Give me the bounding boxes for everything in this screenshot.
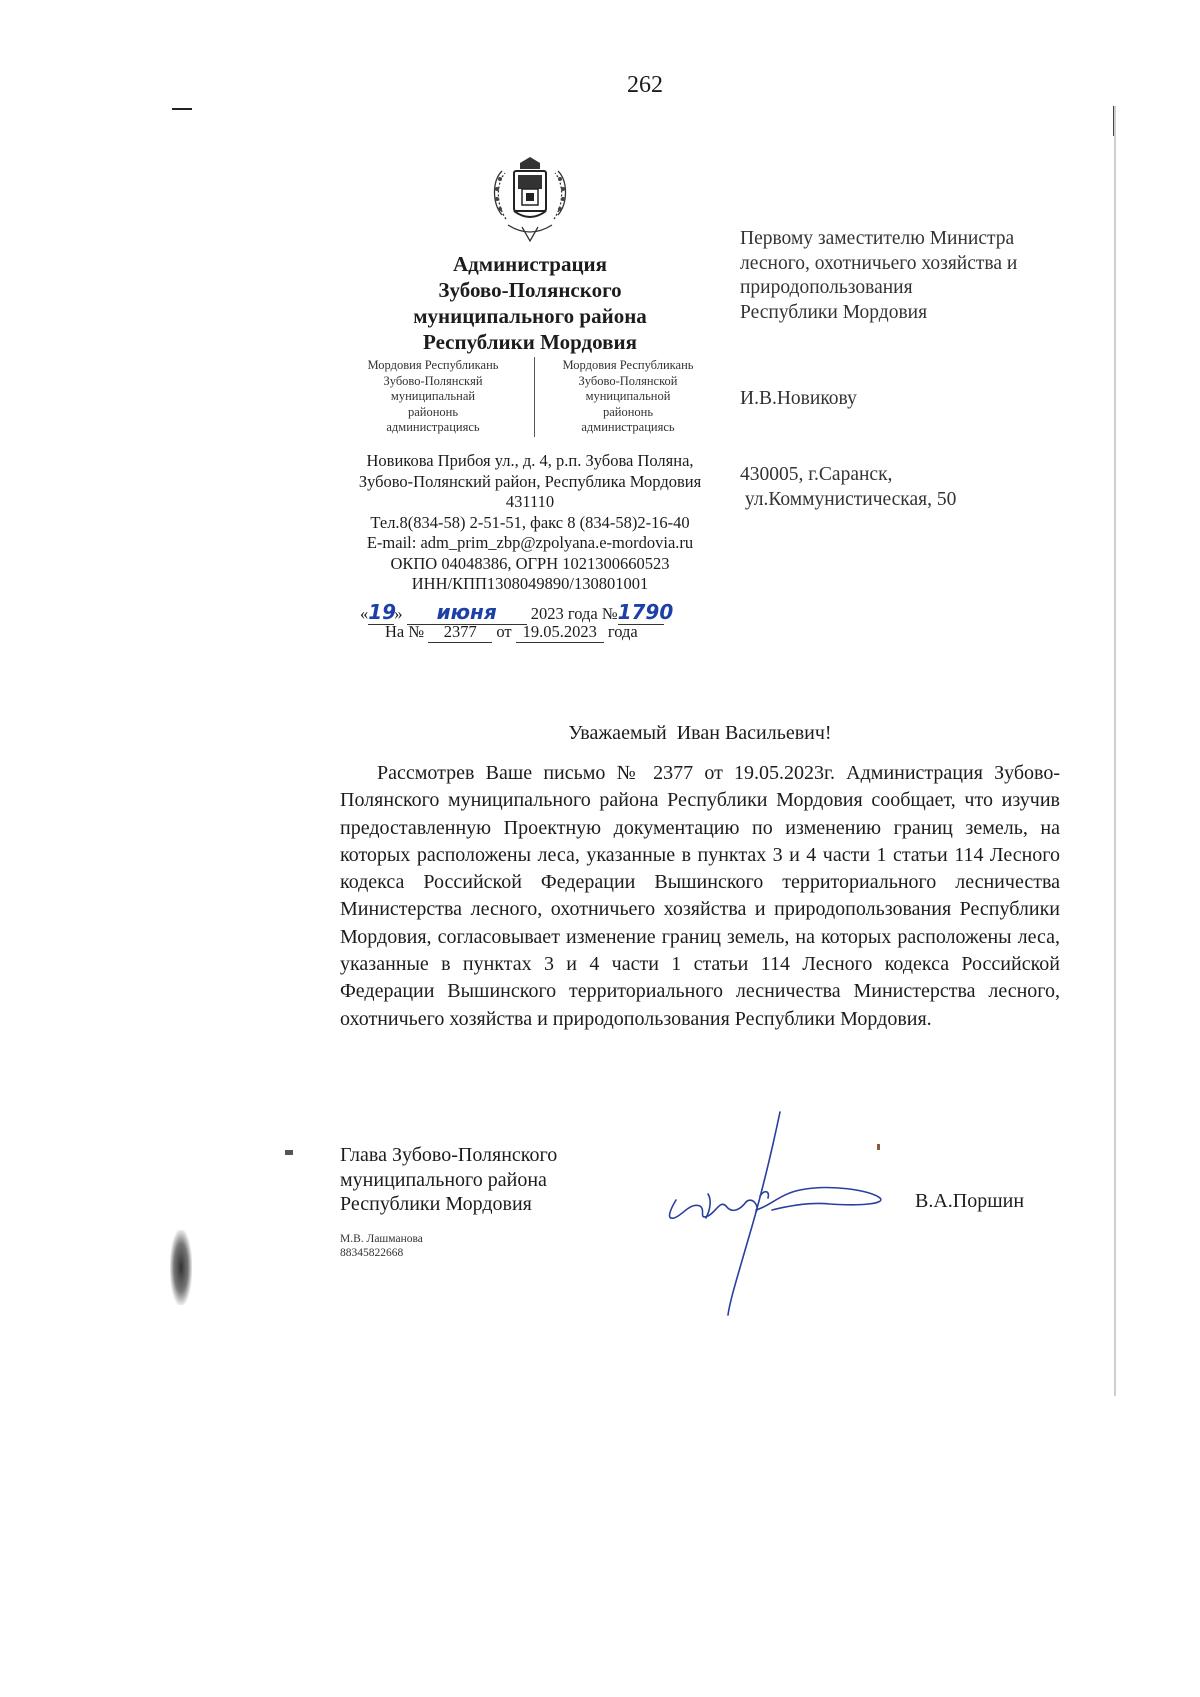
coat-of-arms-emblem — [488, 155, 572, 247]
outgoing-number: 1790 — [617, 600, 674, 624]
sender-org-name — [360, 251, 700, 355]
sender-okpo-ogrn: ОКПО 04048386, ОГРН 1021300660523 — [390, 553, 670, 573]
executor-name: М.В. Лашманова — [340, 1233, 423, 1245]
moksha-line: администрациясь — [386, 420, 480, 435]
scan-edge — [1114, 106, 1116, 1396]
page-number: 262 — [627, 72, 663, 98]
sender-address-line: Новикова Прибоя ул., д. 4, р.п. Зубова Поляна, — [366, 451, 694, 470]
outgoing-date-line: «19» июня 2023 года №1790 — [360, 600, 674, 624]
sender-phone: Тел.8(834-58) 2-51-51, факс 8 (834-58)2-16-40 — [370, 512, 690, 532]
recipient-address — [740, 463, 956, 512]
outgoing-day: 19 — [368, 600, 397, 624]
moksha-line: Зубово-Полянской — [578, 373, 678, 388]
recipient-address-line: 430005, г.Саранск, — [740, 464, 893, 485]
sender-email: E-mail: adm_prim_zbp@zpolyana.e-mordovia.ru — [366, 533, 694, 552]
sender-postal-code: 431110 — [505, 492, 555, 511]
recipient-position-line: лесного, охотничьего хозяйства и — [740, 252, 1018, 274]
signatory-name: В.А.Поршин — [915, 1190, 1025, 1212]
scan-smudge — [170, 1230, 192, 1305]
sender-address-block — [330, 451, 730, 595]
letter-body: Рассмотрев Ваше письмо № 2377 от 19.05.2023г. Администрация Зубово-Полянского муниципального района Республики Мордовия сообщает, что изучив предоставленную Проектную документацию по изменению границ земель, на которых расположены леса, указанные в пунктах 3 и 4 части 1 статьи 114 Лесного кодекса Российской Федерации Вышинского территориального лесничества Министерства лесного, охотничьего хозяйства и природопользования Республики Мордовия, согласовывает изменение границ земель, на которых расположены леса, указанные в пунктах 3 и 4 части 1 статьи 114 Лесного кодекса Российской Федерации Вышинского территориального лесничества Министерства лесного, охотничьего хозяйства и природопользования Республики Мордовия. — [340, 762, 1060, 1030]
reference-line — [385, 622, 745, 643]
sender-inn-kpp: ИНН/КПП1308049890/130801001 — [411, 574, 649, 593]
ref-prefix: На № — [385, 622, 425, 641]
moksha-line: муниципальной — [585, 389, 671, 404]
moksha-line: райононь — [407, 404, 459, 419]
scan-mark — [172, 108, 192, 110]
recipient-position — [740, 227, 1100, 325]
moksha-line: Мордовия Республикань — [562, 358, 694, 372]
moksha-line: Зубово-Полянскяй — [383, 373, 483, 388]
moksha-line: райононь — [602, 404, 654, 419]
header-divider — [534, 357, 535, 437]
outgoing-year-label: 2023 года № — [530, 604, 618, 623]
moksha-line: муниципальнай — [390, 389, 476, 404]
signatory-title-line: Республики Мордовия — [340, 1193, 532, 1215]
org-name-line: Зубово-Полянского — [438, 278, 622, 302]
sender-name-moksha-right — [540, 358, 716, 436]
ref-date: 19.05.2023 — [516, 622, 604, 643]
outgoing-month: июня — [407, 600, 527, 625]
recipient-position-line: природопользования — [740, 277, 913, 298]
handwritten-signature — [660, 1110, 900, 1320]
recipient-address-line: ул.Коммунистическая, 50 — [740, 488, 957, 510]
executor-info — [340, 1232, 423, 1260]
recipient-position-line: Республики Мордовия — [740, 301, 928, 323]
moksha-line: Мордовия Республикань — [367, 358, 499, 372]
executor-phone: 88345822668 — [340, 1247, 404, 1259]
ref-from: от — [496, 622, 512, 641]
recipient-name: И.В.Новикову — [740, 388, 857, 409]
signatory-title — [340, 1143, 557, 1217]
recipient-position-line: Первому заместителю Министра — [740, 228, 1015, 249]
scan-mark — [285, 1150, 293, 1155]
signatory-title-line: Глава Зубово-Полянского — [340, 1144, 558, 1166]
sender-address-line: Зубово-Полянский район, Республика Мордовия — [358, 471, 702, 491]
org-name-line: муниципального района — [413, 304, 647, 328]
ref-suffix: года — [607, 622, 638, 641]
signatory-title-line: муниципального района — [340, 1168, 547, 1191]
sender-name-moksha-left — [345, 358, 521, 436]
ref-number: 2377 — [428, 622, 492, 643]
moksha-line: администрациясь — [581, 420, 675, 435]
scan-edge — [1113, 106, 1114, 136]
salutation: Уважаемый Иван Васильевич! — [568, 722, 832, 744]
org-name-line: Администрация — [452, 252, 608, 276]
org-name-line: Республики Мордовия — [423, 330, 637, 354]
